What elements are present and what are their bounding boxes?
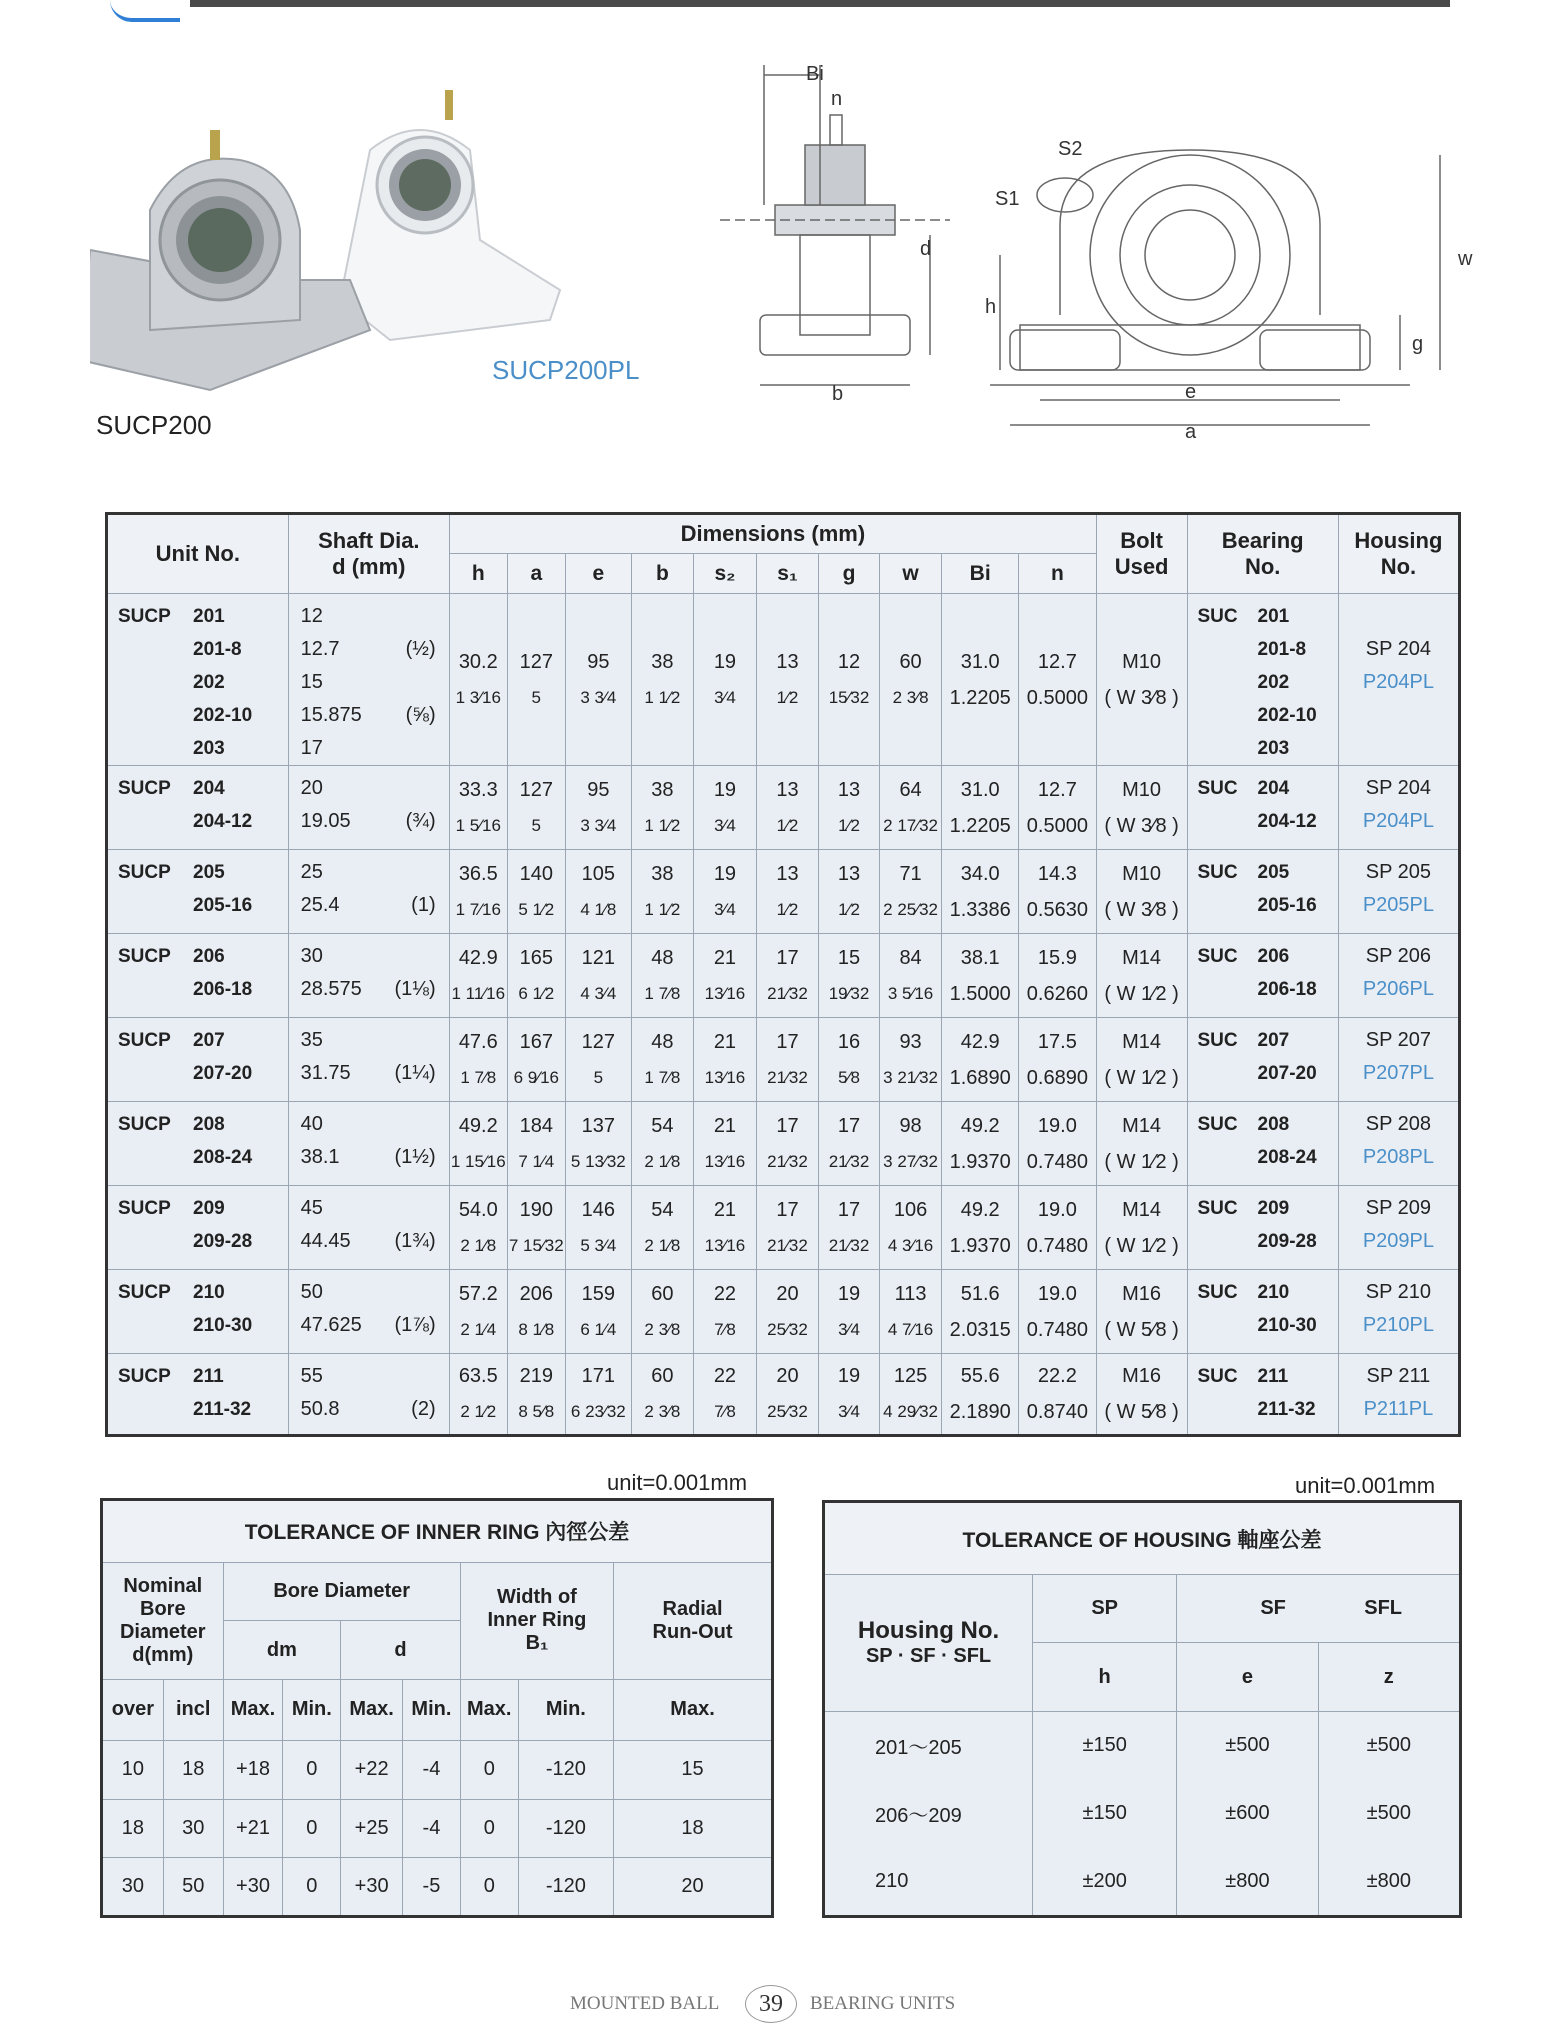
dimensions-table <box>105 512 1461 1437</box>
dim-s2-cell: 21 13⁄16 <box>694 1102 757 1186</box>
subheader-e: e <box>566 554 632 594</box>
dim-bi-cell: 49.2 1.9370 <box>942 1186 1019 1270</box>
bearing-no-cell: SUC 204 204-12 <box>1187 766 1338 850</box>
tol-cell: 201～205 <box>824 1711 1033 1779</box>
table-row <box>107 766 1460 850</box>
bolt-cell: M16 ( W 5⁄8 ) <box>1096 1354 1187 1436</box>
unit-no-cell: SUCP 207 207-20 <box>107 1018 289 1102</box>
unit-no-cell: SUCP 205 205-16 <box>107 850 289 934</box>
sucp200pl-photo <box>340 90 560 340</box>
side-view <box>720 65 950 385</box>
dim-bi-cell: 42.9 1.6890 <box>942 1018 1019 1102</box>
dim-bi-cell: 38.1 1.5000 <box>942 934 1019 1018</box>
table-row <box>824 1780 1461 1848</box>
dim-n-cell: 14.3 0.5630 <box>1019 850 1097 934</box>
dim-g-cell: 17 21⁄32 <box>819 1102 880 1186</box>
header-width-inner-ring: Width of Inner Ring B₁ <box>460 1562 613 1679</box>
unit-no-cell: SUCP 208 208-24 <box>107 1102 289 1186</box>
bolt-cell: M10 ( W 3⁄8 ) <box>1096 766 1187 850</box>
tol-cell: 10 <box>102 1740 164 1799</box>
front-view <box>990 150 1440 425</box>
dim-s2-cell: 19 3⁄4 <box>694 766 757 850</box>
dim-e-cell: 121 4 3⁄4 <box>566 934 632 1018</box>
header-bore-diameter: Bore Diameter <box>223 1562 460 1621</box>
tol-cell: 18 <box>163 1740 223 1799</box>
housing-no-cell: SP 206 P206PL <box>1338 934 1459 1018</box>
subheader-h: h <box>450 554 508 594</box>
subheader-s2: s₂ <box>694 554 757 594</box>
table-row <box>107 1186 1460 1270</box>
dim-s1-cell: 13 1⁄2 <box>756 766 819 850</box>
tol-cell: ±800 <box>1318 1848 1460 1916</box>
table-row <box>824 1848 1461 1916</box>
header-radial-runout: Radial Run-Out <box>614 1562 773 1679</box>
photo-label-sucp200pl: SUCP200PL <box>492 355 640 385</box>
dim-s1-cell: 13 1⁄2 <box>756 850 819 934</box>
dim-label-s1: S1 <box>995 188 1020 210</box>
header-bearing-no: Bearing No. <box>1187 514 1338 594</box>
dim-g-cell: 19 3⁄4 <box>819 1354 880 1436</box>
footer-left: MOUNTED BALL <box>570 1993 720 2014</box>
dim-n-cell: 19.0 0.7480 <box>1019 1186 1097 1270</box>
dim-g-cell: 15 19⁄32 <box>819 934 880 1018</box>
dim-s1-cell: 20 25⁄32 <box>756 1354 819 1436</box>
subheader-b: b <box>631 554 694 594</box>
dim-label-e: e <box>1185 381 1197 403</box>
tol-cell: 18 <box>102 1799 164 1858</box>
dimension-drawing <box>720 55 1520 445</box>
page-footer <box>570 1985 990 2025</box>
dim-label-bi: Bi <box>806 63 824 85</box>
table-row <box>107 1270 1460 1354</box>
dim-a-cell: 127 5 <box>507 594 566 766</box>
dim-n-cell: 19.0 0.7480 <box>1019 1270 1097 1354</box>
table-row <box>107 594 1460 766</box>
housing-no-cell: SP 204 P204PL <box>1338 766 1459 850</box>
unit-no-cell: SUCP 209 209-28 <box>107 1186 289 1270</box>
dim-s1-cell: 17 21⁄32 <box>756 934 819 1018</box>
header-shaft-dia: Shaft Dia. d (mm) <box>288 514 449 594</box>
dim-g-cell: 13 1⁄2 <box>819 766 880 850</box>
dim-b-cell: 38 1 1⁄2 <box>631 850 694 934</box>
dim-e-cell: 127 5 <box>566 1018 632 1102</box>
dim-a-cell: 206 8 1⁄8 <box>507 1270 566 1354</box>
footer-right: BEARING UNITS <box>810 1993 956 2014</box>
dim-a-cell: 190 7 15⁄32 <box>507 1186 566 1270</box>
top-rule <box>190 0 1450 7</box>
dim-w-cell: 113 4 7⁄16 <box>879 1270 942 1354</box>
bearing-no-cell: SUC 201 201-8 202 202-10 203 <box>1187 594 1338 766</box>
photo-label-sucp200: SUCP200 <box>96 410 212 440</box>
header-d: d <box>341 1621 461 1680</box>
shaft-dia-cell: 30 28.575 (1⅛) <box>288 934 449 1018</box>
header-housing-no: Housing No. SP · SF · SFL <box>824 1575 1033 1712</box>
sucp200-photo <box>90 130 370 390</box>
dim-w-cell: 84 3 5⁄16 <box>879 934 942 1018</box>
tol-cell: +25 <box>341 1799 403 1858</box>
shaft-dia-cell: 45 44.45 (1¾) <box>288 1186 449 1270</box>
dim-n-cell: 17.5 0.6890 <box>1019 1018 1097 1102</box>
dim-h-cell: 54.0 2 1⁄8 <box>450 1186 508 1270</box>
dim-b-cell: 38 1 1⁄2 <box>631 766 694 850</box>
tol-cell: 20 <box>614 1858 773 1917</box>
inner-ring-col-headers: over incl Max. Min. Max. Min. Max. Min. Max. <box>102 1680 773 1741</box>
tol-cell: 206～209 <box>824 1780 1033 1848</box>
bolt-cell: M14 ( W 1⁄2 ) <box>1096 1018 1187 1102</box>
dim-bi-cell: 49.2 1.9370 <box>942 1102 1019 1186</box>
tol-cell: +21 <box>223 1799 283 1858</box>
tol-cell: +18 <box>223 1740 283 1799</box>
dim-bi-cell: 34.0 1.3386 <box>942 850 1019 934</box>
dim-e-cell: 137 5 13⁄32 <box>566 1102 632 1186</box>
tol-cell: 15 <box>614 1740 773 1799</box>
table-row <box>107 934 1460 1018</box>
tol-cell: -120 <box>518 1799 613 1858</box>
dim-label-d: d <box>920 238 932 260</box>
bolt-cell: M14 ( W 1⁄2 ) <box>1096 1186 1187 1270</box>
dim-a-cell: 165 6 1⁄2 <box>507 934 566 1018</box>
table-row <box>102 1799 773 1858</box>
dim-e-cell: 159 6 1⁄4 <box>566 1270 632 1354</box>
subheader-a: a <box>507 554 566 594</box>
subheader-bi: Bi <box>942 554 1019 594</box>
dim-b-cell: 60 2 3⁄8 <box>631 1354 694 1436</box>
bearing-no-cell: SUC 210 210-30 <box>1187 1270 1338 1354</box>
dim-label-a: a <box>1185 421 1197 443</box>
tol-cell: -120 <box>518 1858 613 1917</box>
page-number: 39 <box>745 1985 797 2023</box>
tol-cell: ±500 <box>1318 1711 1460 1779</box>
subheader-s1: s₁ <box>756 554 819 594</box>
bolt-cell: M14 ( W 1⁄2 ) <box>1096 934 1187 1018</box>
dim-e-cell: 95 3 3⁄4 <box>566 766 632 850</box>
dim-n-cell: 22.2 0.8740 <box>1019 1354 1097 1436</box>
tol-cell: 0 <box>283 1740 341 1799</box>
dim-w-cell: 98 3 27⁄32 <box>879 1102 942 1186</box>
dim-w-cell: 125 4 29⁄32 <box>879 1354 942 1436</box>
dim-h-cell: 36.5 1 7⁄16 <box>450 850 508 934</box>
dim-label-s2: S2 <box>1058 138 1083 160</box>
dim-s1-cell: 13 1⁄2 <box>756 594 819 766</box>
dim-h-cell: 33.3 1 5⁄16 <box>450 766 508 850</box>
dim-h-cell: 57.2 2 1⁄4 <box>450 1270 508 1354</box>
dim-label-g: g <box>1412 333 1424 355</box>
bearing-no-cell: SUC 208 208-24 <box>1187 1102 1338 1186</box>
tol-cell: 18 <box>614 1799 773 1858</box>
tol-cell: -4 <box>403 1740 461 1799</box>
tol-cell: 0 <box>460 1858 518 1917</box>
dim-label-b: b <box>832 383 844 405</box>
tol-cell: -120 <box>518 1740 613 1799</box>
dim-a-cell: 167 6 9⁄16 <box>507 1018 566 1102</box>
header-h: h <box>1033 1643 1177 1711</box>
dim-a-cell: 184 7 1⁄4 <box>507 1102 566 1186</box>
tol-cell: 0 <box>283 1858 341 1917</box>
dim-s2-cell: 21 13⁄16 <box>694 934 757 1018</box>
dim-label-h: h <box>985 296 997 318</box>
dim-h-cell: 42.9 1 11⁄16 <box>450 934 508 1018</box>
dim-h-cell: 63.5 2 1⁄2 <box>450 1354 508 1436</box>
subheader-g: g <box>819 554 880 594</box>
table-row <box>824 1711 1461 1779</box>
dim-a-cell: 127 5 <box>507 766 566 850</box>
tol-cell: ±200 <box>1033 1848 1177 1916</box>
table-row <box>107 1354 1460 1436</box>
dim-w-cell: 64 2 17⁄32 <box>879 766 942 850</box>
bolt-cell: M10 ( W 3⁄8 ) <box>1096 594 1187 766</box>
dim-s2-cell: 19 3⁄4 <box>694 594 757 766</box>
dim-bi-cell: 31.0 1.2205 <box>942 594 1019 766</box>
bolt-cell: M14 ( W 1⁄2 ) <box>1096 1102 1187 1186</box>
header-e: e <box>1177 1643 1318 1711</box>
header-unit-no: Unit No. <box>107 514 289 594</box>
dim-s1-cell: 17 21⁄32 <box>756 1018 819 1102</box>
dim-a-cell: 219 8 5⁄8 <box>507 1354 566 1436</box>
dim-h-cell: 47.6 1 7⁄8 <box>450 1018 508 1102</box>
bearing-no-cell: SUC 209 209-28 <box>1187 1186 1338 1270</box>
tol-cell: ±500 <box>1177 1711 1318 1779</box>
tol-cell: ±800 <box>1177 1848 1318 1916</box>
bearing-no-cell: SUC 206 206-18 <box>1187 934 1338 1018</box>
table-row <box>102 1740 773 1799</box>
dim-e-cell: 105 4 1⁄8 <box>566 850 632 934</box>
shaft-dia-cell: 25 25.4 (1) <box>288 850 449 934</box>
tol-cell: 50 <box>163 1858 223 1917</box>
tol-cell: 30 <box>163 1799 223 1858</box>
subheader-n: n <box>1019 554 1097 594</box>
shaft-dia-cell: 35 31.75 (1¼) <box>288 1018 449 1102</box>
table-row <box>102 1858 773 1917</box>
shaft-dia-cell: 55 50.8 (2) <box>288 1354 449 1436</box>
bearing-no-cell: SUC 207 207-20 <box>1187 1018 1338 1102</box>
housing-no-cell: SP 204 P204PL <box>1338 594 1459 766</box>
unit-no-cell: SUCP 211 211-32 <box>107 1354 289 1436</box>
housing-no-cell: SP 210 P210PL <box>1338 1270 1459 1354</box>
dim-b-cell: 60 2 3⁄8 <box>631 1270 694 1354</box>
header-dimensions: Dimensions (mm) <box>450 514 1097 554</box>
tol-cell: 30 <box>102 1858 164 1917</box>
dim-e-cell: 95 3 3⁄4 <box>566 594 632 766</box>
bearing-no-cell: SUC 205 205-16 <box>1187 850 1338 934</box>
header-sp: SP <box>1033 1575 1177 1643</box>
housing-title: TOLERANCE OF HOUSING 軸座公差 <box>824 1502 1461 1575</box>
unit-no-cell: SUCP 210 210-30 <box>107 1270 289 1354</box>
tol-cell: +22 <box>341 1740 403 1799</box>
unit-note-housing: unit=0.001mm <box>1295 1473 1436 1498</box>
header-housing-no: Housing No. <box>1338 514 1459 594</box>
housing-no-cell: SP 209 P209PL <box>1338 1186 1459 1270</box>
unit-no-cell: SUCP 201 201-8 202 202-10 203 <box>107 594 289 766</box>
shaft-dia-cell: 12 12.7 (½) 15 15.875 (⅝) 17 <box>288 594 449 766</box>
housing-no-cell: SP 208 P208PL <box>1338 1102 1459 1186</box>
dim-label-w: w <box>1458 248 1473 270</box>
dim-g-cell: 13 1⁄2 <box>819 850 880 934</box>
logo-swoosh <box>110 0 180 22</box>
dim-b-cell: 48 1 7⁄8 <box>631 1018 694 1102</box>
unit-note-inner-ring: unit=0.001mm <box>607 1470 748 1495</box>
dim-h-cell: 30.2 1 3⁄16 <box>450 594 508 766</box>
tol-cell: ±600 <box>1177 1780 1318 1848</box>
dim-s2-cell: 22 7⁄8 <box>694 1270 757 1354</box>
dim-s1-cell: 17 21⁄32 <box>756 1102 819 1186</box>
dim-w-cell: 60 2 3⁄8 <box>879 594 942 766</box>
dim-s1-cell: 17 21⁄32 <box>756 1186 819 1270</box>
inner-ring-title: TOLERANCE OF INNER RING 內徑公差 <box>102 1500 773 1563</box>
dim-h-cell: 49.2 1 15⁄16 <box>450 1102 508 1186</box>
table-row <box>107 850 1460 934</box>
shaft-dia-cell: 20 19.05 (¾) <box>288 766 449 850</box>
shaft-dia-cell: 40 38.1 (1½) <box>288 1102 449 1186</box>
tol-cell: -5 <box>403 1858 461 1917</box>
dim-w-cell: 71 2 25⁄32 <box>879 850 942 934</box>
dim-n-cell: 12.7 0.5000 <box>1019 594 1097 766</box>
dim-b-cell: 48 1 7⁄8 <box>631 934 694 1018</box>
dim-a-cell: 140 5 1⁄2 <box>507 850 566 934</box>
housing-tolerance-table <box>822 1500 1462 1918</box>
dim-label-n: n <box>831 88 843 110</box>
header-bolt-used: Bolt Used <box>1096 514 1187 594</box>
tol-cell: 0 <box>460 1740 518 1799</box>
housing-no-cell: SP 205 P205PL <box>1338 850 1459 934</box>
header-dm: dm <box>223 1621 341 1680</box>
header-z: z <box>1318 1643 1460 1711</box>
dim-b-cell: 38 1 1⁄2 <box>631 594 694 766</box>
tol-cell: ±150 <box>1033 1711 1177 1779</box>
tol-cell: ±150 <box>1033 1780 1177 1848</box>
bolt-cell: M10 ( W 3⁄8 ) <box>1096 850 1187 934</box>
dim-e-cell: 146 5 3⁄4 <box>566 1186 632 1270</box>
dim-s2-cell: 21 13⁄16 <box>694 1186 757 1270</box>
unit-no-cell: SUCP 204 204-12 <box>107 766 289 850</box>
dim-g-cell: 17 21⁄32 <box>819 1186 880 1270</box>
dim-bi-cell: 55.6 2.1890 <box>942 1354 1019 1436</box>
tol-cell: -4 <box>403 1799 461 1858</box>
dim-b-cell: 54 2 1⁄8 <box>631 1186 694 1270</box>
housing-no-cell: SP 211 P211PL <box>1338 1354 1459 1436</box>
subheader-w: w <box>879 554 942 594</box>
dim-g-cell: 19 3⁄4 <box>819 1270 880 1354</box>
header-sf-sfl: SF SFL <box>1177 1575 1461 1643</box>
dim-n-cell: 19.0 0.7480 <box>1019 1102 1097 1186</box>
inner-ring-tolerance-table <box>100 1498 774 1918</box>
dim-s2-cell: 19 3⁄4 <box>694 850 757 934</box>
dim-n-cell: 15.9 0.6260 <box>1019 934 1097 1018</box>
tol-cell: 0 <box>460 1799 518 1858</box>
dim-b-cell: 54 2 1⁄8 <box>631 1102 694 1186</box>
table-row <box>107 1018 1460 1102</box>
dim-n-cell: 12.7 0.5000 <box>1019 766 1097 850</box>
dim-s1-cell: 20 25⁄32 <box>756 1270 819 1354</box>
tol-cell: ±500 <box>1318 1780 1460 1848</box>
dim-w-cell: 93 3 21⁄32 <box>879 1018 942 1102</box>
dim-e-cell: 171 6 23⁄32 <box>566 1354 632 1436</box>
dim-bi-cell: 31.0 1.2205 <box>942 766 1019 850</box>
tol-cell: 210 <box>824 1848 1033 1916</box>
header-nominal-bore: Nominal Bore Diameter d(mm) <box>102 1562 224 1679</box>
dim-bi-cell: 51.6 2.0315 <box>942 1270 1019 1354</box>
dim-s2-cell: 21 13⁄16 <box>694 1018 757 1102</box>
housing-no-cell: SP 207 P207PL <box>1338 1018 1459 1102</box>
tol-cell: +30 <box>223 1858 283 1917</box>
dim-s2-cell: 22 7⁄8 <box>694 1354 757 1436</box>
bolt-cell: M16 ( W 5⁄8 ) <box>1096 1270 1187 1354</box>
dim-w-cell: 106 4 3⁄16 <box>879 1186 942 1270</box>
tol-cell: 0 <box>283 1799 341 1858</box>
dim-g-cell: 16 5⁄8 <box>819 1018 880 1102</box>
product-photos <box>90 90 650 450</box>
unit-no-cell: SUCP 206 206-18 <box>107 934 289 1018</box>
dim-g-cell: 12 15⁄32 <box>819 594 880 766</box>
shaft-dia-cell: 50 47.625 (1⅞) <box>288 1270 449 1354</box>
tol-cell: +30 <box>341 1858 403 1917</box>
table-row <box>107 1102 1460 1186</box>
bearing-no-cell: SUC 211 211-32 <box>1187 1354 1338 1436</box>
